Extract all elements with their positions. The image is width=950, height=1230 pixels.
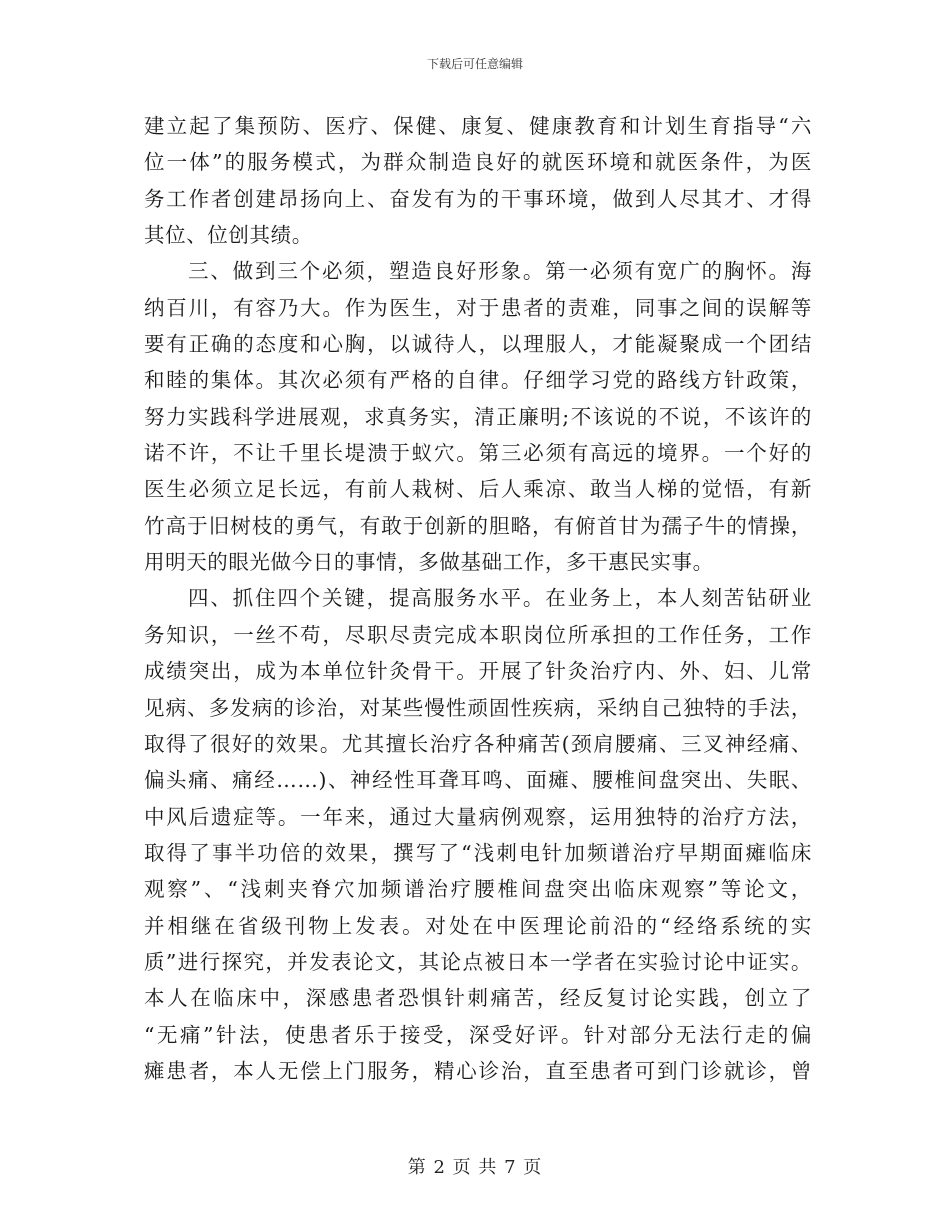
text-line: 医生必须立足长远，有前人栽树、后人乘凉、敢当人梯的觉悟，有新 [144, 477, 812, 502]
text-line: 并相继在省级刊物上发表。对处在中医理论前沿的“经络系统的实 [144, 913, 812, 938]
text-line: 成绩突出，成为本单位针灸骨干。开展了针灸治疗内、外、妇、儿常 [144, 659, 812, 684]
text-line: 要有正确的态度和心胸，以诚待人，以理服人，才能凝聚成一个团结 [144, 332, 812, 357]
text-line: 观察”、“浅刺夹脊穴加频谱治疗腰椎间盘突出临床观察”等论文， [144, 877, 812, 902]
text-line: 建立起了集预防、医疗、保健、康复、健康教育和计划生育指导“六 [144, 114, 812, 138]
text-line: 见病、多发病的诊治，对某些慢性顽固性疾病，采纳自己独特的手法， [144, 695, 812, 720]
text-line: 诺不许，不让千里长堤溃于蚁穴。第三必须有高远的境界。一个好的 [144, 441, 812, 466]
text-line: 本人在临床中，深感患者恐惧针刺痛苦，经反复讨论实践，创立了 [144, 986, 812, 1011]
text-line: 竹高于旧树枝的勇气，有敢于创新的胆略，有俯首甘为孺子牛的情操， [144, 513, 812, 538]
document-body [144, 108, 812, 1089]
text-line: 和睦的集体。其次必须有严格的自律。仔细学习党的路线方针政策， [144, 368, 812, 393]
text-line: 取得了事半功倍的效果，撰写了“浅刺电针加频谱治疗早期面瘫临床 [144, 840, 812, 865]
text-line: 偏头痛、痛经……)、神经性耳聋耳鸣、面瘫、腰椎间盘突出、失眠、 [144, 768, 812, 793]
paragraph-start-line: 四、抓住四个关键，提高服务水平。在业务上，本人刻苦钻研业 [188, 586, 812, 611]
text-line: 瘫患者，本人无偿上门服务，精心诊治，直至患者可到门诊就诊，曾 [144, 1058, 812, 1083]
page-footer: 第 2 页 共 7 页 [407, 1157, 543, 1178]
text-line: 努力实践科学进展观，求真务实，清正廉明;不该说的不说，不该许的 [144, 404, 812, 429]
text-line: 位一体”的服务模式，为群众制造良好的就医环境和就医条件，为医 [144, 150, 812, 175]
text-line: 中风后遗症等。一年来，通过大量病例观察，运用独特的治疗方法， [144, 804, 812, 829]
text-line: 质”进行探究，并发表论文，其论点被日本一学者在实验讨论中证实。 [144, 949, 812, 974]
text-line: 务工作者创建昂扬向上、奋发有为的干事环境，做到人尽其才、才得 [144, 186, 812, 211]
page-header: 下载后可任意编辑 [426, 57, 523, 71]
paragraph-start-line: 三、做到三个必须，塑造良好形象。第一必须有宽广的胸怀。海 [188, 259, 812, 284]
text-line: 其位、位创其绩。 [144, 223, 313, 248]
text-line: 务知识，一丝不苟，尽职尽责完成本职岗位所承担的工作任务，工作 [144, 622, 812, 647]
text-line: 取得了很好的效果。尤其擅长治疗各种痛苦(颈肩腰痛、三叉神经痛、 [144, 731, 812, 756]
text-line: 用明天的眼光做今日的事情，多做基础工作，多干惠民实事。 [144, 550, 714, 575]
text-line: “无痛”针法，使患者乐于接受，深受好评。针对部分无法行走的偏 [144, 1022, 812, 1047]
text-line: 纳百川，有容乃大。作为医生，对于患者的责难，同事之间的误解等 [144, 295, 812, 320]
